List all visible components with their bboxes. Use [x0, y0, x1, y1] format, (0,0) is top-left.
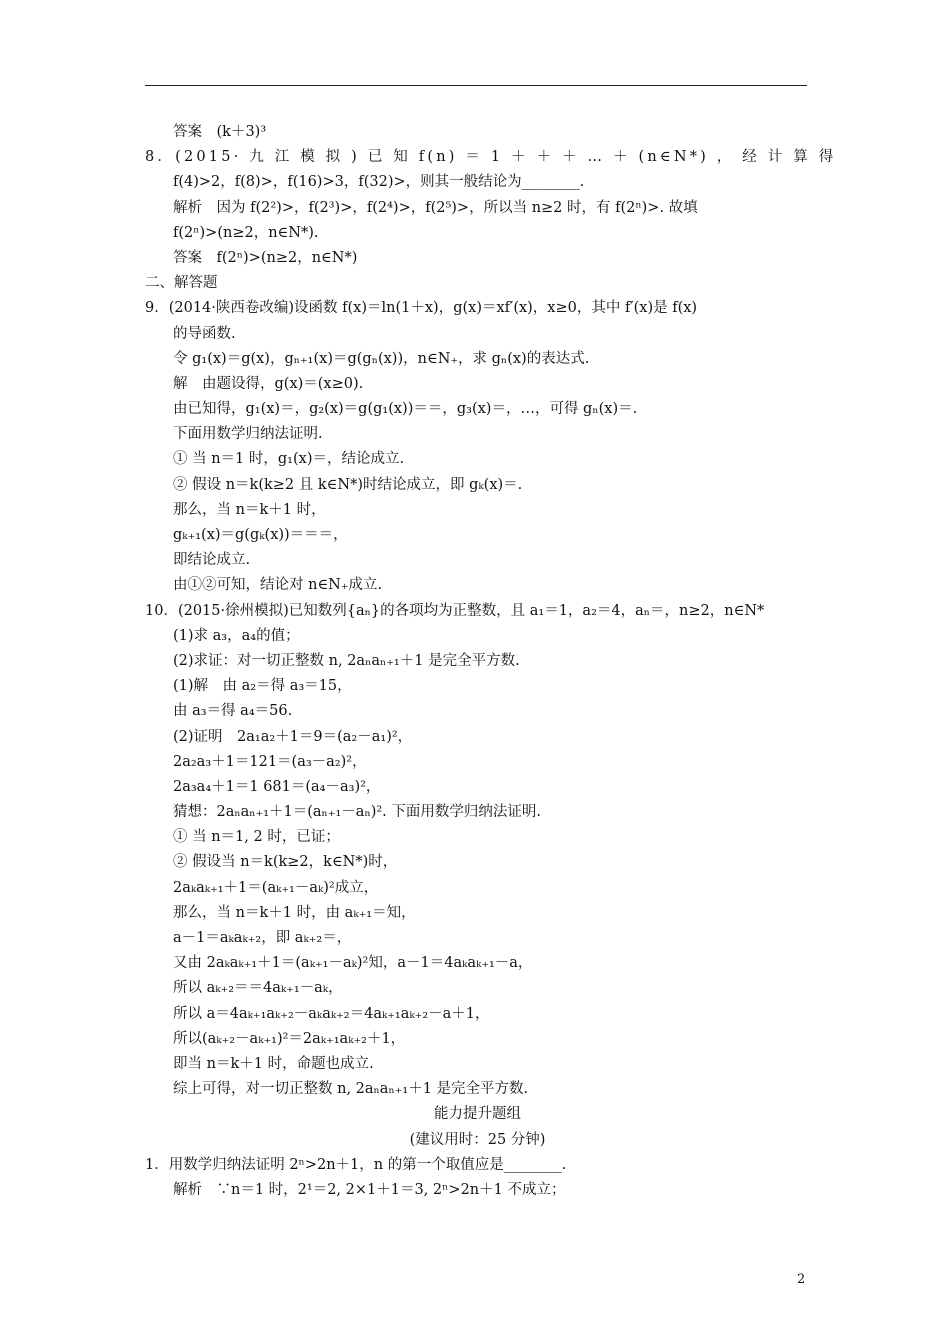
header-rule [145, 85, 807, 86]
text-line: 1．用数学归纳法证明 2ⁿ>2n＋1，n 的第一个取值应是________. [145, 1156, 567, 1173]
text-line: a－1＝aₖaₖ₊₂，即 aₖ₊₂＝， [173, 930, 352, 946]
text-line: 那么，当 n＝k＋1 时， [173, 501, 326, 518]
text-line: 又由 2aₖaₖ₊₁＋1＝(aₖ₊₁－aₖ)²知，a－1＝4aₖaₖ₊₁－a， [173, 955, 533, 972]
text-line: 8．(2015· 九 江 模 拟 ) 已 知 f(n) ＝ 1 ＋ ＋ ＋ … ＋ (n∈N*) ， 经 计 算 得 [145, 149, 837, 166]
text-line: 令 g₁(x)＝g(x)，gₙ₊₁(x)＝g(gₙ(x))，n∈N₊，求 gₙ(x)的表达式. [173, 350, 590, 367]
text-line: 答案 (k＋3)³ [173, 124, 267, 140]
text-line: f(4)>2，f(8)>，f(16)>3，f(32)>，则其一般结论为________. [173, 174, 585, 191]
text-line: 下面用数学归纳法证明. [173, 426, 323, 443]
text-line: 2a₃a₄＋1＝1 681＝(a₄－a₃)²， [173, 778, 381, 795]
text-line: ① 当 n＝1, 2 时，已证； [173, 829, 340, 846]
text-line: 猜想：2aₙaₙ₊₁＋1＝(aₙ₊₁－aₙ)². 下面用数学归纳法证明. [173, 804, 542, 821]
text-line: 由已知得，g₁(x)＝，g₂(x)＝g(g₁(x))＝＝，g₃(x)＝，…，可得 gₙ(x)＝. [173, 401, 638, 418]
text-line: ② 假设当 n＝k(k≥2，k∈N*)时， [173, 854, 398, 871]
text-line: 即结论成立. [173, 552, 251, 569]
text-line: 二、解答题 [145, 275, 218, 292]
text-line: 所以 a＝4aₖ₊₁aₖ₊₂－aₖaₖ₊₂＝4aₖ₊₁aₖ₊₂－a＋1， [173, 1005, 490, 1022]
text-line: gₖ₊₁(x)＝g(gₖ(x))＝＝＝， [173, 527, 348, 543]
text-line: 10．(2015·徐州模拟)已知数列{aₙ}的各项均为正整数，且 a₁＝1，a₂＝4，aₙ＝，n≥2，n∈N* [145, 602, 765, 619]
text-line: ① 当 n＝1 时，g₁(x)＝，结论成立. [173, 451, 405, 468]
text-line: 9．(2014·陕西卷改编)设函数 f(x)＝ln(1＋x)，g(x)＝xf′(x)，x≥0，其中 f′(x)是 f(x) [145, 300, 698, 317]
text-line: 解析 因为 f(2²)>，f(2³)>，f(2⁴)>，f(2⁵)>，所以当 n≥2 时，有 f(2ⁿ)>. 故填 [173, 199, 698, 216]
text-line: 解 由题设得，g(x)＝(x≥0). [173, 375, 364, 392]
text-line: 能力提升题组 [434, 1106, 521, 1123]
text-line: 由 a₃＝得 a₄＝56. [173, 703, 293, 720]
text-line: 由①②可知，结论对 n∈N₊成立. [173, 577, 383, 594]
text-line: 答案 f(2ⁿ)>(n≥2，n∈N*) [173, 249, 358, 266]
page-number: 2 [797, 1272, 806, 1287]
text-line: 2a₂a₃＋1＝121＝(a₃－a₂)²， [173, 753, 367, 770]
text-line: 2aₖaₖ₊₁＋1＝(aₖ₊₁－aₖ)²成立， [173, 879, 379, 896]
text-line: 即当 n＝k＋1 时，命题也成立. [173, 1055, 374, 1072]
text-line: (建议用时：25 分钟) [409, 1131, 546, 1148]
text-line: 那么，当 n＝k＋1 时，由 aₖ₊₁＝知， [173, 904, 416, 921]
text-line: 所以 aₖ₊₂＝＝4aₖ₊₁－aₖ， [173, 980, 343, 997]
text-line: 综上可得，对一切正整数 n, 2aₙaₙ₊₁＋1 是完全平方数. [173, 1081, 529, 1098]
text-line: ② 假设 n＝k(k≥2 且 k∈N*)时结论成立，即 gₖ(x)＝. [173, 476, 523, 493]
text-line: (2)求证：对一切正整数 n, 2aₙaₙ₊₁＋1 是完全平方数. [173, 652, 520, 669]
text-line: (1)解 由 a₂＝得 a₃＝15， [173, 678, 352, 695]
text-line: f(2ⁿ)>(n≥2，n∈N*). [173, 224, 319, 241]
text-line: 所以(aₖ₊₂－aₖ₊₁)²＝2aₖ₊₁aₖ₊₂＋1， [173, 1030, 406, 1047]
text-line: (1)求 a₃，a₄的值； [173, 627, 300, 644]
text-line: 的导函数. [173, 325, 236, 342]
document-body [145, 120, 837, 1203]
text-line: (2)证明 2a₁a₂＋1＝9＝(a₂－a₁)²， [173, 728, 413, 745]
text-line: 解析 ∵n＝1 时，2¹＝2, 2×1＋1＝3, 2ⁿ>2n＋1 不成立； [173, 1181, 566, 1198]
